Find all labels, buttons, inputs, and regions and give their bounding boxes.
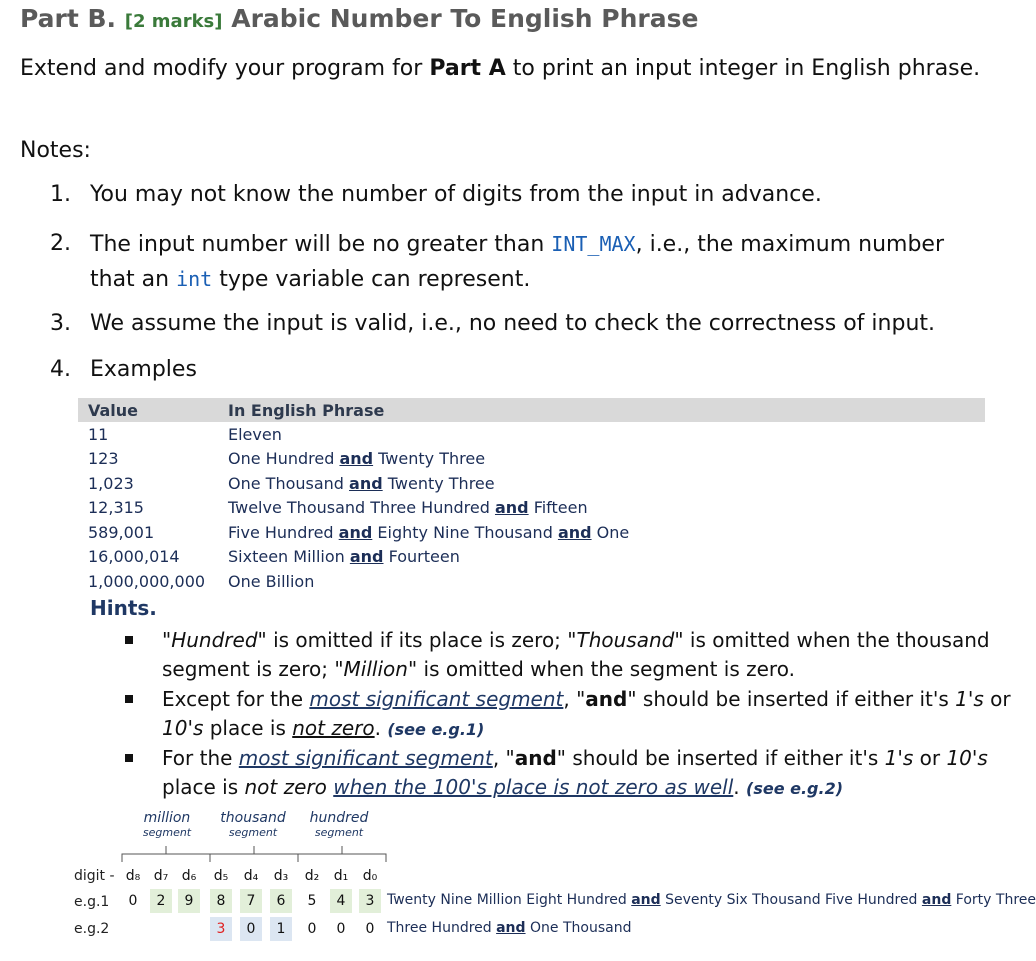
- hint-part: ": [162, 628, 172, 652]
- phrase-cell: [218, 545, 985, 570]
- phrase-part: One Thousand: [525, 920, 632, 936]
- table-header-row: [78, 398, 985, 422]
- segment-name: hundred: [309, 810, 369, 826]
- segment-sub: segment: [228, 826, 278, 839]
- phrase-part: Forty Three: [951, 892, 1036, 908]
- segment-label-thousand: [208, 810, 298, 839]
- eg2-digit-cell: 0: [307, 921, 317, 937]
- value-cell: 123: [88, 449, 119, 469]
- segment-brackets: [110, 844, 400, 864]
- intro-bold: Part A: [429, 56, 506, 81]
- bullet-square-icon: [125, 754, 133, 762]
- hint-part: place is: [162, 775, 245, 799]
- intro-pre: Extend and modify your program for: [20, 56, 430, 81]
- hint-part: " should be inserted if either it's: [556, 746, 885, 770]
- eg1-row-label: e.g.1: [74, 894, 110, 910]
- page-title: [20, 4, 698, 33]
- phrase-cell: [218, 422, 985, 447]
- eg2-row-label: e.g.2: [74, 921, 110, 937]
- digit-label-cell: d₅: [213, 868, 229, 884]
- hint-part: .: [733, 775, 746, 799]
- phrase-cell: [218, 496, 985, 521]
- hint-part: and: [585, 687, 628, 711]
- hint-text: [162, 744, 1012, 803]
- digit-label-cell: d₃: [273, 868, 289, 884]
- note-2: [50, 227, 1010, 295]
- digit-label-cell: d₀: [362, 868, 378, 884]
- bullet-square-icon: [125, 636, 133, 644]
- hint-1: [125, 626, 1005, 684]
- note-number: 4.: [50, 357, 71, 382]
- note-1: [50, 178, 1010, 212]
- hints-heading: Hints.: [90, 596, 157, 620]
- table-row: [78, 496, 985, 521]
- eg1-digit-cell: 5: [307, 893, 317, 909]
- segment-label-million: [122, 810, 212, 839]
- hint-part: 10's: [946, 746, 988, 770]
- and-keyword: and: [557, 522, 592, 542]
- digit-label-cell: d₁: [333, 868, 349, 884]
- hint-part: , ": [492, 746, 515, 770]
- eg1-digit-cell: 0: [128, 893, 138, 909]
- segment-label-hundred: [294, 810, 384, 839]
- phrase-part: One: [591, 522, 630, 542]
- segment-sub: segment: [142, 826, 192, 839]
- value-cell: 11: [88, 424, 109, 444]
- phrase-part: Seventy Six Thousand Five Hundred: [660, 892, 922, 908]
- notes-label: Notes:: [20, 138, 91, 163]
- table-row: [78, 471, 985, 496]
- eg2-digit-cell: 3: [210, 917, 232, 941]
- table-row: [78, 447, 985, 472]
- and-keyword: and: [349, 547, 384, 567]
- note-text-part: type variable can represent.: [212, 267, 531, 292]
- eg1-digit-cell: 3: [359, 889, 381, 913]
- hint-part: For the: [162, 746, 239, 770]
- hint-part: most significant segment: [238, 746, 493, 770]
- table-row: [78, 545, 985, 570]
- hint-part: 1's: [884, 746, 914, 770]
- hint-part: 1's: [955, 687, 984, 711]
- hint-part: Hundred: [171, 628, 258, 652]
- hint-part: Million: [343, 657, 408, 681]
- eg1-digit-cell: 2: [150, 889, 172, 913]
- and-keyword: and: [631, 892, 661, 908]
- segment-sub: segment: [314, 826, 364, 839]
- value-cell: 1,023: [88, 473, 134, 493]
- table-row: [78, 520, 985, 545]
- phrase-part: Fifteen: [528, 498, 588, 518]
- hint-part: or: [983, 687, 1011, 711]
- eg2-digit-cell: 1: [270, 917, 292, 941]
- eg1-digit-cell: 6: [270, 889, 292, 913]
- eg1-digit-cell: 4: [330, 889, 352, 913]
- table-row: [78, 422, 985, 447]
- eg2-digit-cell: 0: [240, 917, 262, 941]
- code-int: int: [176, 267, 213, 291]
- segment-name: million: [143, 810, 191, 826]
- and-keyword: and: [338, 522, 373, 542]
- phrase-part: Twenty Nine Million Eight Hundred: [387, 892, 632, 908]
- digit-label-cell: d₇: [153, 868, 169, 884]
- eg1-sentence: [387, 892, 1036, 908]
- column-header-phrase: In English Phrase: [218, 398, 985, 422]
- segment-name: thousand: [220, 810, 286, 826]
- phrase-part: Fourteen: [383, 547, 460, 567]
- part-label: Part B.: [20, 4, 117, 33]
- digit-label-cell: d₈: [125, 868, 141, 884]
- hint-part: most significant segment: [309, 687, 564, 711]
- note-text: You may not know the number of digits from the input in advance.: [90, 182, 822, 207]
- hint-part: not zero: [244, 775, 327, 799]
- phrase-cell: [218, 569, 985, 594]
- note-text: We assume the input is valid, i.e., no need to check the correctness of input.: [90, 311, 936, 336]
- bracket-million: [122, 854, 210, 862]
- marks-badge: [2 marks]: [124, 11, 223, 32]
- hint-part: and: [514, 746, 557, 770]
- code-int-max: INT_MAX: [551, 232, 636, 256]
- hint-part: , ": [563, 687, 586, 711]
- phrase-cell: [218, 520, 985, 545]
- phrase-part: Eighty Nine Thousand: [372, 522, 558, 542]
- note-text: Examples: [90, 357, 197, 382]
- and-keyword: and: [921, 892, 952, 908]
- phrase-part: Twelve Thousand Three Hundred: [228, 498, 495, 518]
- hint-part: place is: [203, 716, 293, 740]
- eg2-digit-cell: 0: [336, 921, 346, 937]
- bracket-thousand: [210, 854, 298, 862]
- note-text: [90, 227, 995, 297]
- phrase-part: Twenty Three: [373, 449, 486, 469]
- eg1-digit-cell: 9: [178, 889, 200, 913]
- table-row: [78, 569, 985, 594]
- hint-part: 10's: [162, 716, 204, 740]
- phrase-part: Sixteen Million: [228, 547, 350, 567]
- phrase-part: Twenty Three: [382, 473, 495, 493]
- column-header-value: Value: [78, 398, 218, 422]
- digit-label-cell: d₆: [181, 868, 197, 884]
- and-keyword: and: [339, 449, 374, 469]
- phrase-part: Eleven: [228, 424, 282, 444]
- note-4: [50, 353, 1010, 387]
- intro-paragraph: [20, 52, 990, 86]
- digit-label-cell: d₄: [243, 868, 259, 884]
- hint-part: " is omitted when the thousand segment is zero; ": [162, 628, 990, 681]
- and-keyword: and: [496, 920, 526, 936]
- note-3: [50, 307, 1010, 341]
- note-number: 1.: [50, 182, 71, 207]
- hint-3: [125, 744, 1005, 802]
- phrase-cell: [218, 471, 985, 496]
- hint-part: " is omitted when the segment is zero.: [407, 657, 795, 681]
- phrase-part: One Hundred: [228, 449, 340, 469]
- bullet-square-icon: [125, 695, 133, 703]
- examples-table: [78, 398, 985, 594]
- phrase-part: Three Hundred: [387, 920, 497, 936]
- bracket-hundred: [298, 854, 386, 862]
- note-text-part: , i.e., the maximum number that an: [90, 232, 945, 292]
- eg2-sentence: [387, 920, 631, 936]
- intro-post: to print an input integer in English phrase.: [505, 56, 981, 81]
- value-cell: 16,000,014: [88, 547, 180, 567]
- hint-part: Thousand: [576, 628, 675, 652]
- hint-2: [125, 685, 1011, 743]
- hint-part: .: [374, 716, 388, 740]
- hint-part: Except for the: [162, 687, 310, 711]
- title-text: Arabic Number To English Phrase: [231, 4, 699, 33]
- note-number: 3.: [50, 311, 71, 336]
- hint-part: when the 100's place is not zero as well: [333, 775, 734, 799]
- hint-part: or: [913, 746, 947, 770]
- and-keyword: and: [494, 498, 529, 518]
- hint-part: (see e.g.2): [746, 779, 844, 798]
- note-number: 2.: [50, 231, 71, 256]
- phrase-part: One Billion: [228, 571, 315, 591]
- and-keyword: and: [349, 473, 383, 493]
- value-cell: 12,315: [88, 498, 144, 518]
- phrase-part: One Thousand: [228, 473, 350, 493]
- value-cell: 1,000,000,000: [88, 571, 206, 591]
- hint-part: not zero: [292, 716, 375, 740]
- eg2-digit-cell: 0: [365, 921, 375, 937]
- value-cell: 589,001: [88, 522, 155, 542]
- eg1-digit-cell: 7: [240, 889, 262, 913]
- eg1-digit-cell: 8: [210, 889, 232, 913]
- hint-text: [162, 626, 1012, 684]
- hint-text: [162, 685, 1012, 744]
- phrase-part: Five Hundred: [228, 522, 339, 542]
- digit-label-cell: d₂: [304, 868, 320, 884]
- digit-row-label: digit -: [74, 868, 115, 884]
- hint-part: " should be inserted if either it's: [627, 687, 956, 711]
- phrase-cell: [218, 447, 985, 472]
- note-text-part: The input number will be no greater than: [90, 232, 552, 257]
- hint-part: " is omitted if its place is zero; ": [257, 628, 577, 652]
- hint-part: (see e.g.1): [387, 720, 485, 739]
